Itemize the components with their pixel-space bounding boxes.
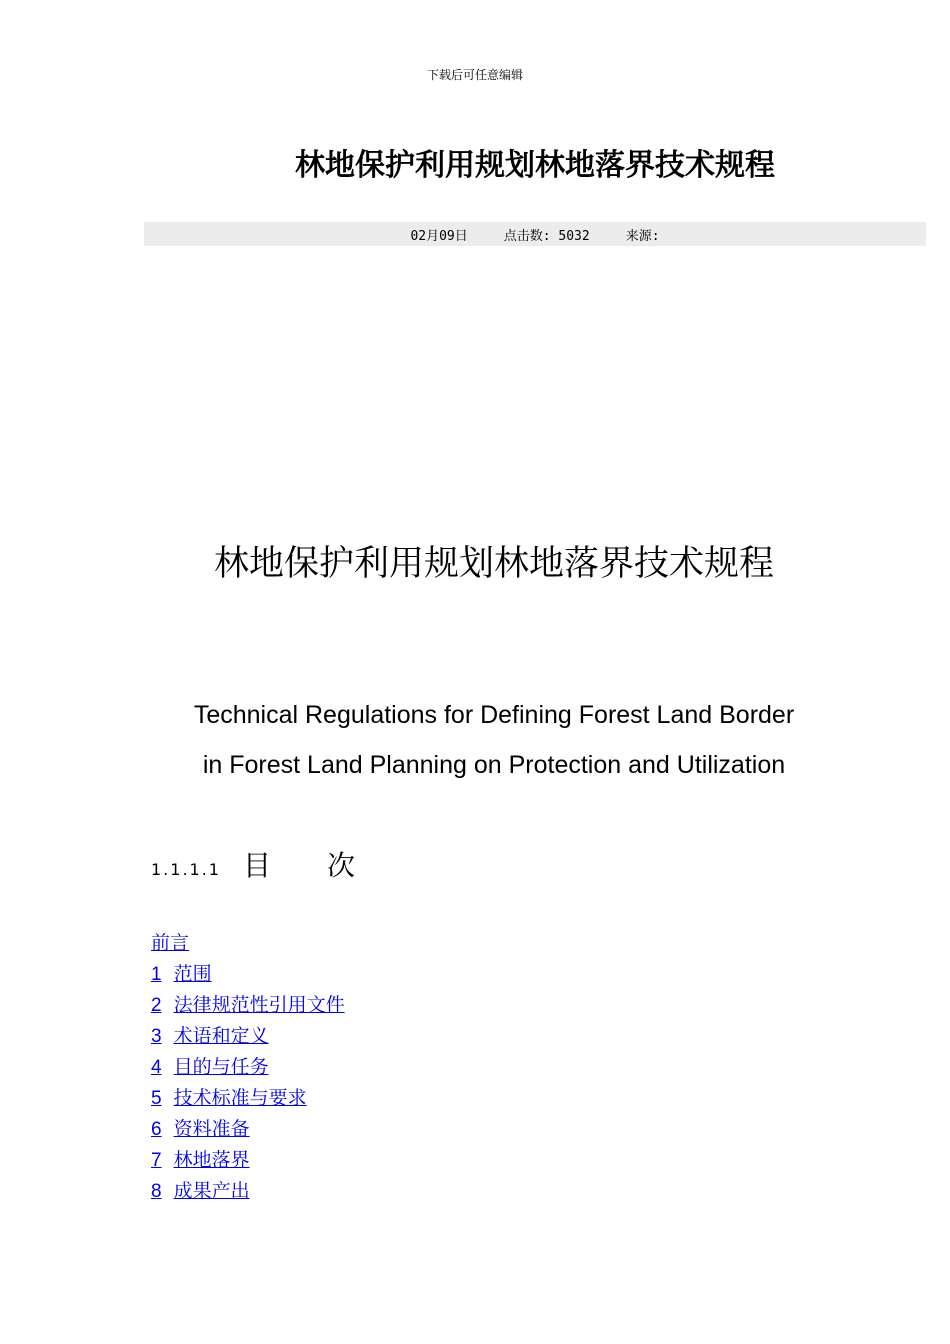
toc-link-5[interactable] (151, 1087, 307, 1109)
toc-heading-char-2: 次 (327, 849, 356, 882)
page-title: 林地保护利用规划林地落界技术规程 (295, 148, 775, 183)
source-label: 来源: (625, 228, 660, 244)
toc-link-preface[interactable] (151, 932, 189, 954)
toc-link-label: 林地落界 (173, 1149, 250, 1171)
toc-link-number: 6 (151, 1119, 162, 1140)
article-meta-bar (144, 222, 926, 246)
toc-link-label: 目的与任务 (173, 1056, 269, 1078)
toc-item (151, 1083, 345, 1114)
toc-link-label: 技术标准与要求 (173, 1087, 307, 1109)
toc-item (151, 1176, 345, 1207)
toc-link-number: 8 (151, 1181, 162, 1202)
toc-heading-number: 1.1.1.1 (151, 860, 221, 879)
toc-link-7[interactable] (151, 1149, 250, 1171)
toc-item (151, 1021, 345, 1052)
toc-link-label: 范围 (173, 963, 212, 985)
toc-link-label: 成果产出 (173, 1180, 250, 1202)
publish-date: 02月09日 (410, 228, 468, 244)
toc-link-number: 3 (151, 1026, 162, 1047)
toc-link-number: 4 (151, 1057, 162, 1078)
header-note: 下载后可任意编辑 (426, 68, 523, 82)
english-title-line-2: in Forest Land Planning on Protection and Utilization (202, 751, 786, 779)
toc-item (151, 928, 345, 959)
toc-heading (151, 844, 355, 884)
toc-link-label: 法律规范性引用文件 (173, 994, 345, 1016)
toc-item (151, 1114, 345, 1145)
toc-item (151, 990, 345, 1021)
toc-link-number: 5 (151, 1088, 162, 1109)
toc-list (151, 928, 345, 1207)
toc-link-1[interactable] (151, 963, 212, 985)
toc-link-label: 资料准备 (173, 1118, 250, 1140)
english-title (0, 690, 950, 790)
toc-link-2[interactable] (151, 994, 345, 1016)
toc-link-label: 前言 (151, 932, 190, 954)
toc-link-3[interactable] (151, 1025, 269, 1047)
english-title-line-1: Technical Regulations for Defining Forest Land Border (193, 701, 795, 729)
toc-link-number: 2 (151, 995, 162, 1016)
document-main-title: 林地保护利用规划林地落界技术规程 (213, 544, 774, 584)
toc-link-6[interactable] (151, 1118, 250, 1140)
click-count: 点击数: 5032 (503, 228, 590, 244)
toc-link-4[interactable] (151, 1056, 269, 1078)
toc-link-8[interactable] (151, 1180, 250, 1202)
toc-link-label: 术语和定义 (173, 1025, 269, 1047)
toc-item (151, 959, 345, 990)
toc-item (151, 1145, 345, 1176)
toc-link-number: 1 (151, 964, 162, 985)
toc-item (151, 1052, 345, 1083)
toc-heading-char-1: 目 (242, 849, 271, 882)
toc-link-number: 7 (151, 1150, 162, 1171)
